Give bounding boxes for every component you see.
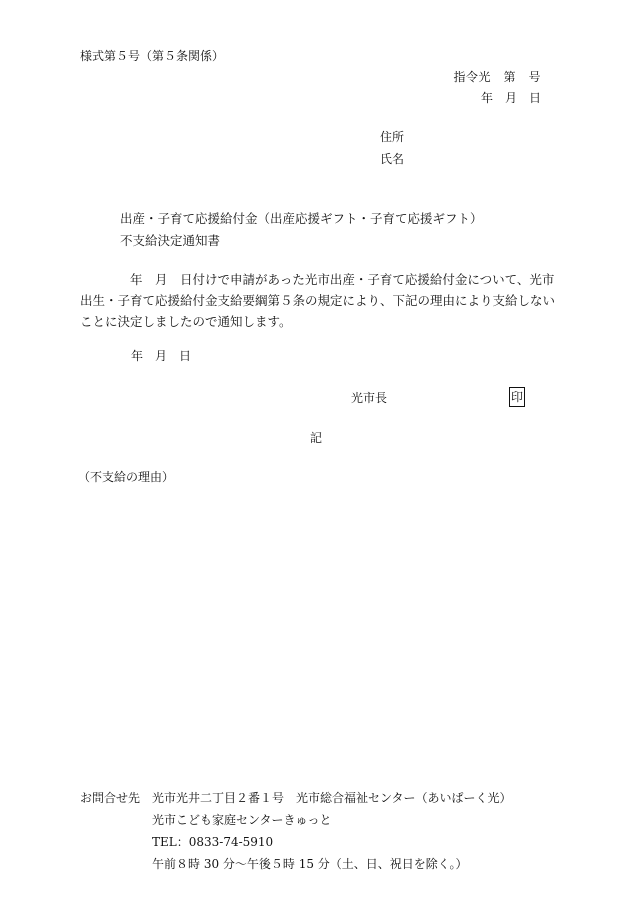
issue-date: 年 月 日 (131, 349, 192, 363)
notice-date: 年 月 日 (480, 91, 541, 105)
ki-heading: 記 (310, 431, 323, 445)
contact-line: 光市光井二丁目２番１号 光市総合福祉センター（あいぱーく光） (152, 791, 512, 805)
reference-number: 指令光 第 号 (453, 70, 541, 84)
reason-label: （不支給の理由） (78, 470, 175, 484)
body-paragraph: 年 月 日付けで申請があった光市出産・子育て応援給付金について、光市出生・子育て応援給付金支給要綱第５条の規定により、下記の理由により支給しないことに決定しましたので通知します。 (80, 272, 556, 329)
contact-hours: 午前８時 30 分～午後５時 15 分（土、日、祝日を除く。） (152, 857, 468, 871)
contact-phone: TEL：0833-74-5910 (152, 835, 274, 849)
document-title-line1: 出産・子育て応援給付金（出産応援ギフト・子育て応援ギフト） (120, 211, 483, 226)
name-label: 氏名 (380, 152, 405, 166)
form-number: 様式第５号（第５条関係） (80, 49, 225, 63)
issuer-title: 光市長 (351, 391, 388, 405)
document-title-line2: 不支給決定通知書 (120, 233, 221, 248)
contact-label: お問合せ先 (80, 791, 141, 805)
address-label: 住所 (380, 130, 405, 144)
seal-box: 印 (509, 387, 525, 407)
contact-line: 光市こども家庭センターきゅっと (152, 813, 332, 827)
contact-block (80, 789, 512, 877)
